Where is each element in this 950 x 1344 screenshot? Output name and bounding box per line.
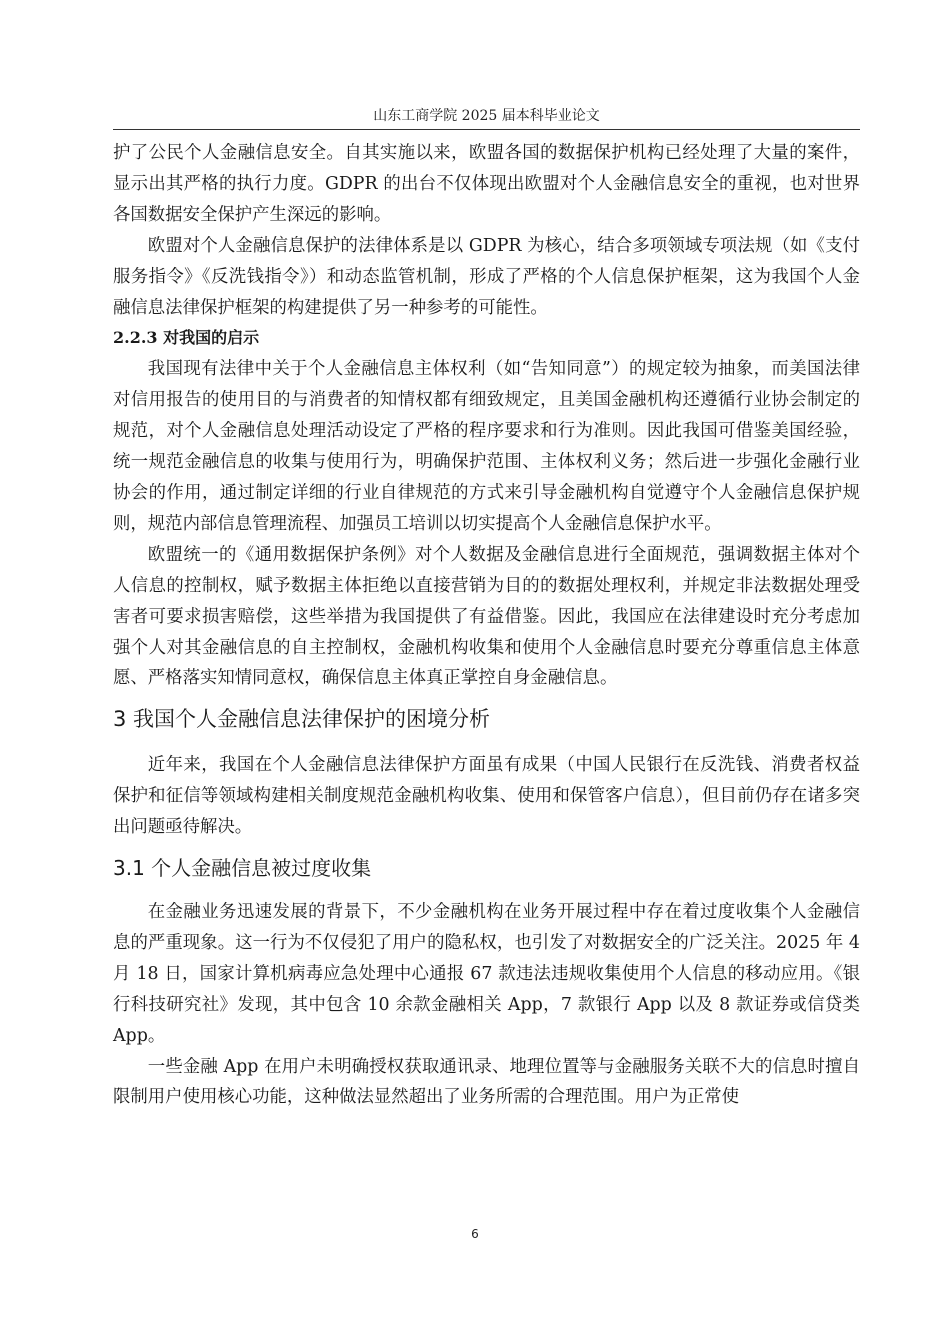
chapter-3-title: 3 我国个人金融信息法律保护的困境分析 [113, 707, 491, 732]
paragraph-5: 近年来，我国在个人金融信息法律保护方面虽有成果（中国人民银行在反洗钱、消费者权益保护和征信等领域构建相关制度规范金融机构收集、使用和保管客户信息），但目前仍存在诸多突出问题亟待解决。 [113, 755, 860, 838]
paragraph-2: 欧盟对个人金融信息保护的法律体系是以 GDPR 为核心，结合多项领域专项法规（如《支付服务指令》《反洗钱指令》）和动态监管机制，形成了严格的个人信息保护框架，这为我国个人金融信息法律保护框架的构建提供了另一种参考的可能性。 [113, 235, 860, 318]
paragraph-7: 一些金融 App 在用户未明确授权获取通讯录、地理位置等与金融服务关联不大的信息时擅自限制用户使用核心功能，这种做法显然超出了业务所需的合理范围。用户为正常使 [113, 1056, 860, 1108]
header-rule [113, 129, 860, 130]
paragraph-4: 欧盟统一的《通用数据保护条例》对个人数据及金融信息进行全面规范，强调数据主体对个人信息的控制权，赋予数据主体拒绝以直接营销为目的的数据处理权利，并规定非法数据处理受害者可要求损害赔偿，这些举措为我国提供了有益借鉴。因此，我国应在法律建设时充分考虑加强个人对其金融信息的自主控制权，金融机构收集和使用个人金融信息时要充分尊重信息主体意愿、严格落实知情同意权，确保信息主体真正掌控自身金融信息。 [113, 544, 860, 689]
page-body [113, 138, 860, 1113]
paragraph-3: 我国现有法律中关于个人金融信息主体权利（如“告知同意”）的规定较为抽象，而美国法律对信用报告的使用目的与消费者的知情权都有细致规定，且美国金融机构还遵循行业协会制定的规范，对个人金融信息处理活动设定了严格的程序要求和行为准则。因此我国可借鉴美国经验，统一规范金融信息的收集与使用行为，明确保护范围、主体权利义务；然后进一步强化金融行业协会的作用，通过制定详细的行业自律规范的方式来引导金融机构自觉遵守个人金融信息保护规则，规范内部信息管理流程、加强员工培训以切实提高个人金融信息保护水平。 [113, 359, 860, 534]
paragraph-1: 护了公民个人金融信息安全。自其实施以来，欧盟各国的数据保护机构已经处理了大量的案件，显示出其严格的执行力度。GDPR 的出台不仅体现出欧盟对个人金融信息安全的重视，也对世界各国数据安全保护产生深远的影响。 [113, 143, 860, 225]
running-header: 山东工商学院 2025 届本科毕业论文 [373, 108, 600, 124]
section-3-1-title: 3.1 个人金融信息被过度收集 [113, 856, 372, 881]
heading-2-2-3: 2.2.3 对我国的启示 [113, 328, 260, 348]
page-number: 6 [471, 1227, 479, 1241]
paragraph-6: 在金融业务迅速发展的背景下，不少金融机构在业务开展过程中存在着过度收集个人金融信息的严重现象。这一行为不仅侵犯了用户的隐私权，也引发了对数据安全的广泛关注。2025 年 4 月 18 日，国家计算机病毒应急处理中心通报 67 款违法违规收集使用个人信息的移动应用。《银行科技研究社》发现，其中包含 10 余款金融相关 App，7 款银行 App 以及 8 款证券或信贷类 App。 [113, 902, 860, 1046]
